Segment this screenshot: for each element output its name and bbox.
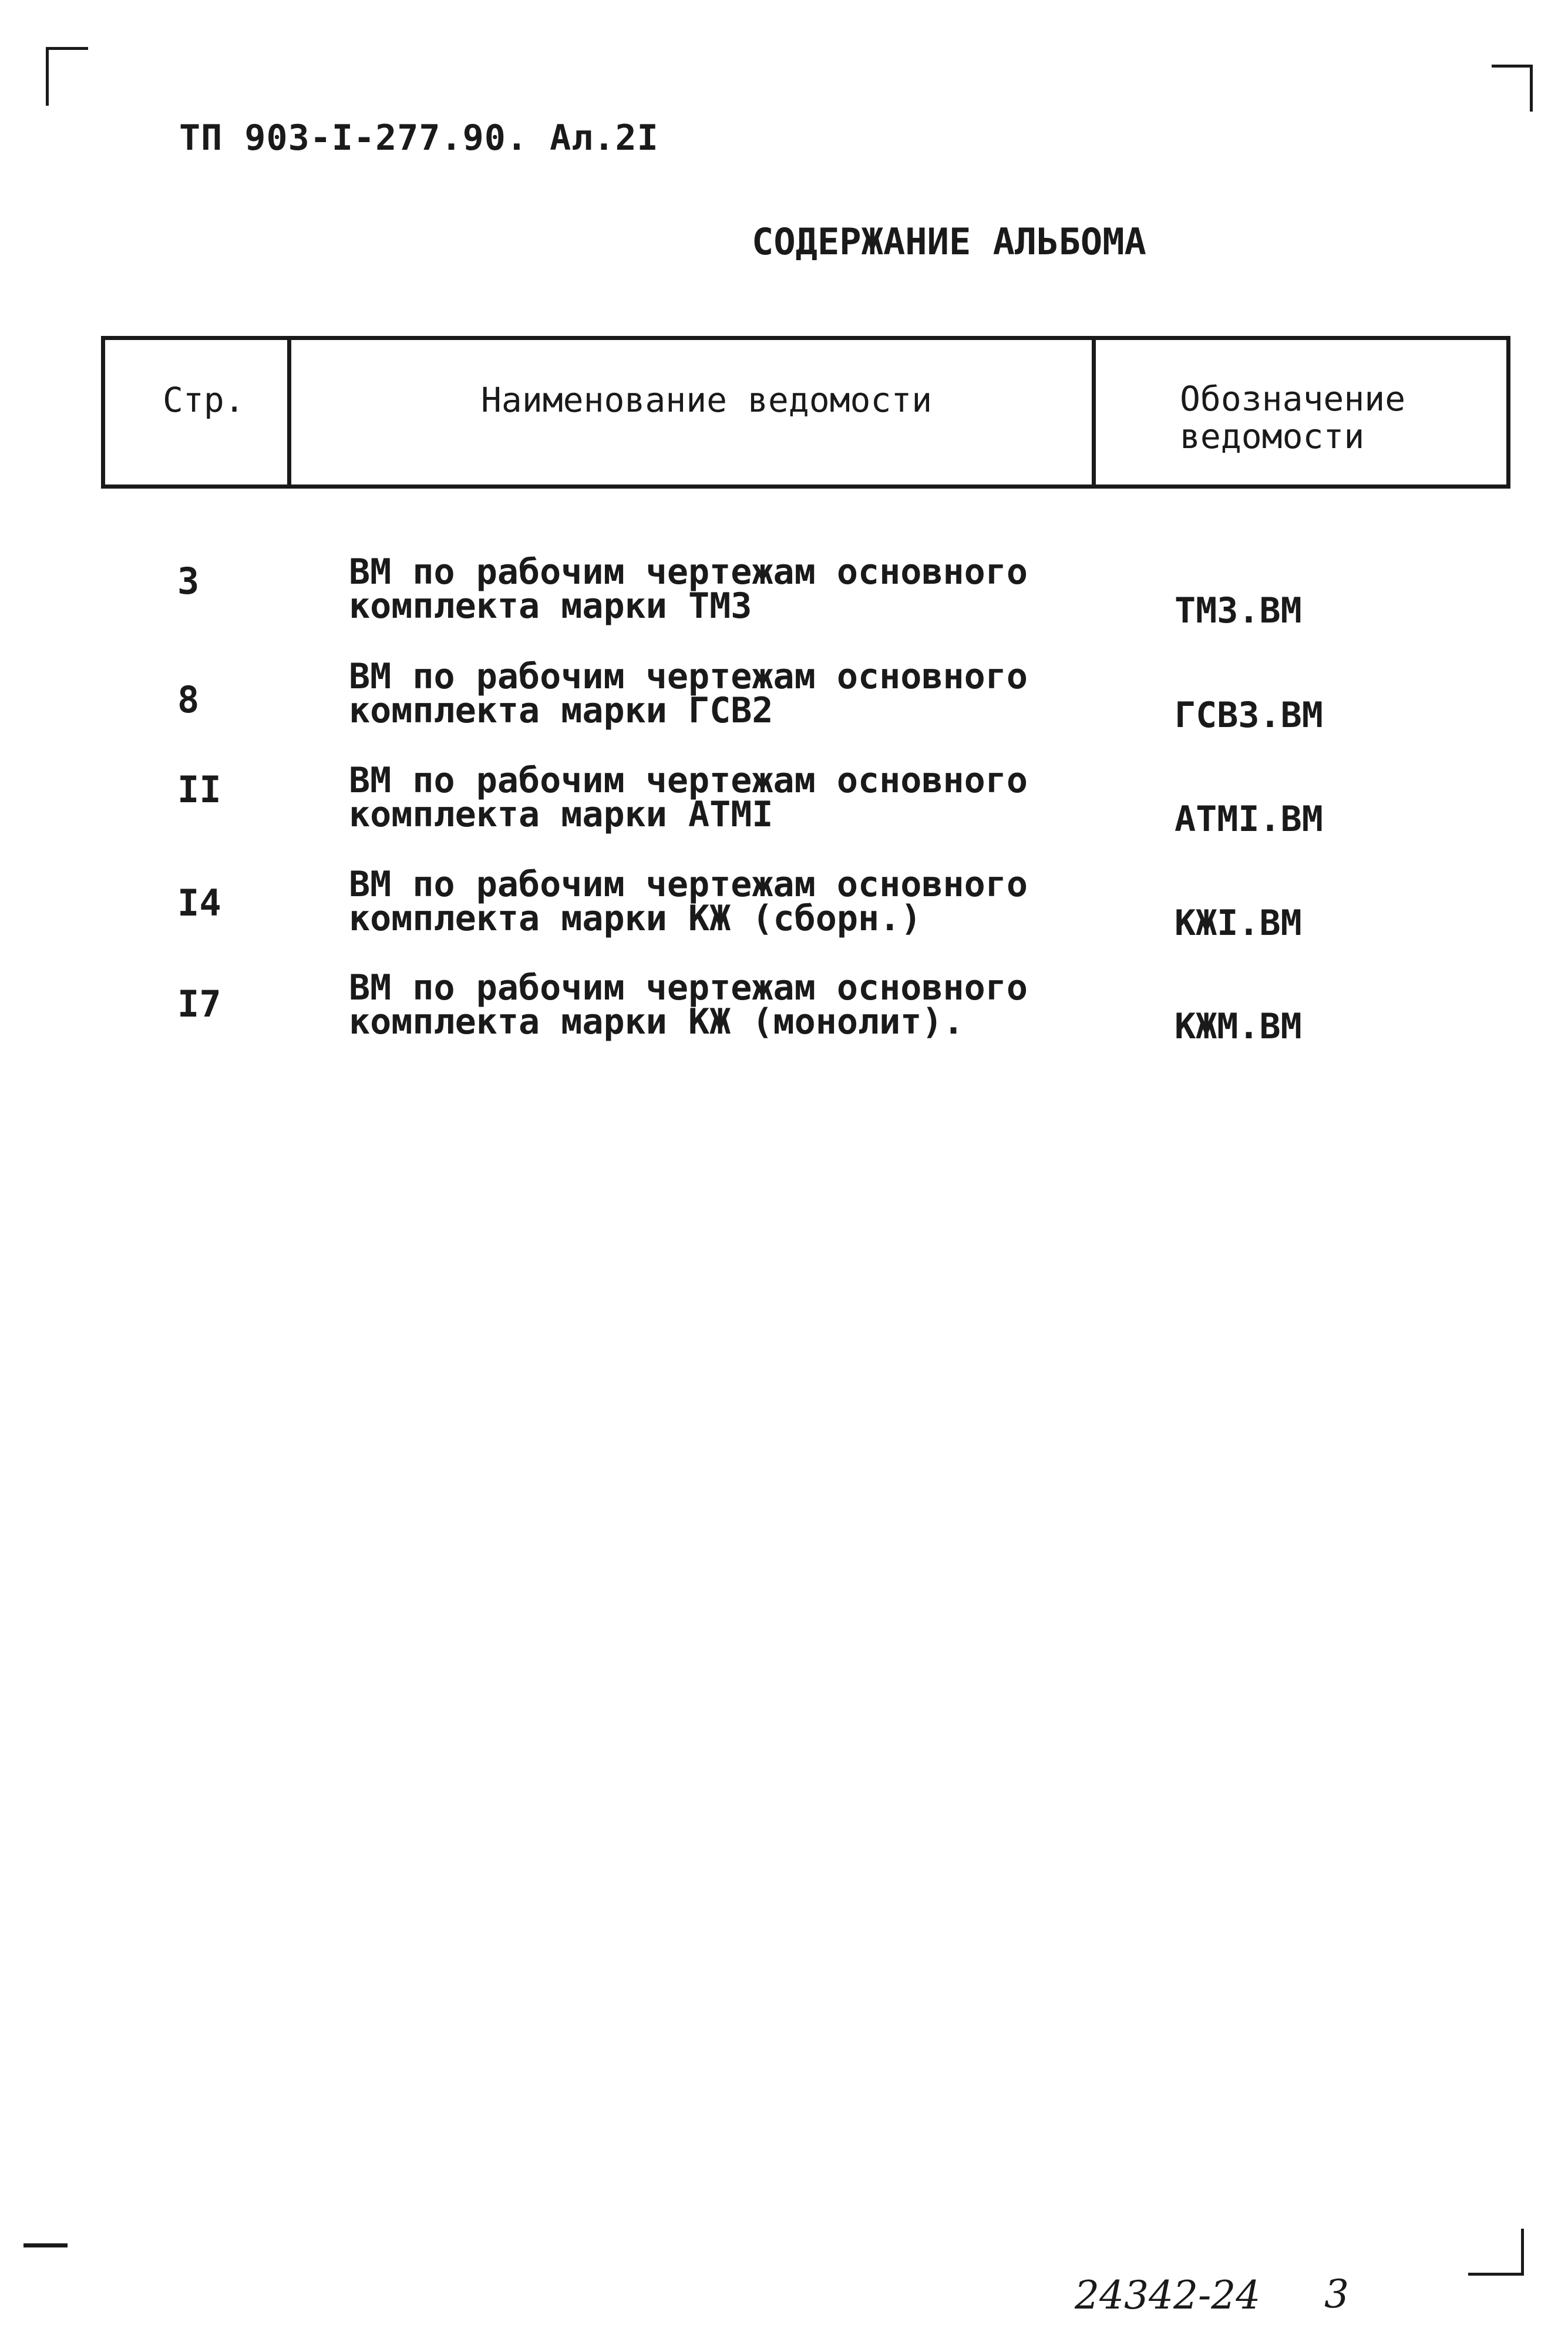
row-page-number: I7 [177,982,221,1025]
list-item [0,760,1568,863]
row-title-line1: ВМ по рабочим чертежам основного [349,551,1028,593]
document-code: ТП 903-I-277.90. Ал.2I [179,117,659,159]
corner-mark-bottom-right [1468,2273,1524,2276]
list-item [0,656,1568,759]
row-code: АТМI.ВМ [1175,799,1323,840]
row-code: КЖI.ВМ [1175,903,1302,944]
column-divider [287,340,291,484]
row-title [349,967,1054,1042]
corner-mark-top-left-vertical [46,47,49,106]
row-title [349,760,1054,835]
row-title-line1: ВМ по рабочим чертежам основного [349,760,1028,801]
row-code: ГСВ3.ВМ [1175,695,1323,736]
list-item [0,551,1568,655]
document-title: СОДЕРЖАНИЕ АЛЬБОМА [752,220,1146,263]
header-code-line1: Обозначение [1180,379,1406,419]
row-title-line1: ВМ по рабочим чертежам основного [349,864,1028,905]
row-code: ТМ3.ВМ [1175,590,1302,631]
corner-mark-top-left [46,47,88,50]
row-page-number: 3 [177,560,200,603]
list-item [0,967,1568,1071]
row-page-number: 8 [177,678,200,721]
column-divider [1092,340,1096,484]
row-code: КЖМ.ВМ [1175,1006,1302,1047]
row-page-number: I4 [177,881,221,924]
sheet-number: 3 [1324,2272,1349,2317]
row-title-line1: ВМ по рабочим чертежам основного [349,656,1028,697]
header-page-column: Стр. [163,380,245,420]
corner-mark-bottom-right-vertical [1521,2229,1524,2276]
corner-mark-top-right [1492,65,1533,68]
row-title [349,551,1054,627]
row-title [349,864,1054,939]
list-item [0,864,1568,967]
archive-stamp-number: 24342-24 [1075,2273,1261,2318]
table-header [101,336,1510,489]
row-title-line1: ВМ по рабочим чертежам основного [349,967,1028,1008]
row-title-line2: комплекта марки КЖ (монолит). [349,1001,964,1042]
header-code-column [1180,380,1485,455]
row-title-line2: комплекта марки АТМI [349,794,773,835]
row-title-line2: комплекта марки ГСВ2 [349,690,773,731]
row-title-line2: комплекта марки КЖ (сборн.) [349,898,922,939]
row-title-line2: комплекта марки ТМ3 [349,586,752,627]
row-title [349,656,1054,731]
corner-mark-bottom-left [23,2243,68,2247]
header-name-column: Наименование ведомости [481,380,933,420]
header-code-line2: ведомости [1180,416,1365,456]
corner-mark-top-right-vertical [1530,65,1533,112]
row-page-number: II [177,768,221,811]
